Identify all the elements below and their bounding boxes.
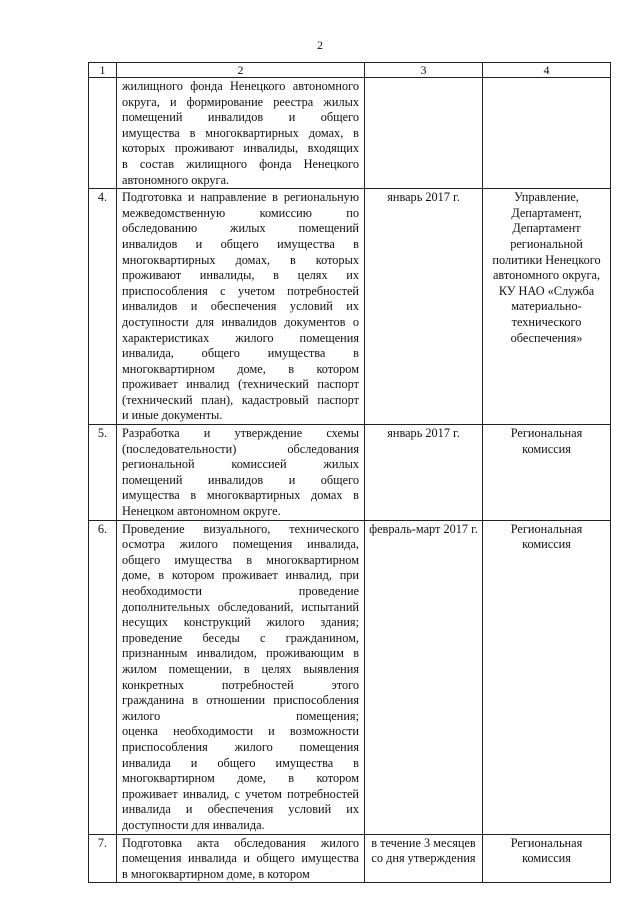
description-line: приспособления с учетом потребностей bbox=[122, 283, 359, 298]
task-responsible: Региональная комиссия bbox=[483, 425, 611, 521]
table-row bbox=[89, 520, 611, 834]
description-line: многоквартирных домах, в которых bbox=[122, 252, 359, 267]
task-description bbox=[117, 189, 365, 425]
page-number: 2 bbox=[317, 38, 323, 52]
description-line: дополнительных обследований, испытаний bbox=[122, 599, 359, 614]
description-line: оценка необходимости и возможности bbox=[122, 724, 359, 739]
table-row bbox=[89, 78, 611, 189]
description-line: которых проживают инвалиды, входящих bbox=[122, 141, 359, 156]
task-responsible bbox=[483, 78, 611, 189]
table-header-row bbox=[89, 63, 611, 78]
description-line: инвалида, общего имущества в bbox=[122, 346, 359, 361]
description-line: помещений инвалидов и общего bbox=[122, 472, 359, 487]
table-row bbox=[89, 834, 611, 883]
description-line: имущества в многоквартирных домах в bbox=[122, 488, 359, 503]
column-header: 1 bbox=[89, 63, 117, 78]
task-description bbox=[117, 520, 365, 834]
description-line: многоквартирном доме, в котором bbox=[122, 361, 359, 376]
description-line: в многоквартирном доме, в котором bbox=[122, 866, 310, 881]
description-line: гражданина в отношении приспособления bbox=[122, 693, 359, 708]
description-line: многоквартирном доме, в котором bbox=[122, 771, 359, 786]
description-line: обследованию жилых помещений bbox=[122, 221, 359, 236]
description-line: общего имущества в многоквартирном bbox=[122, 552, 359, 567]
description-line: необходимости проведение bbox=[122, 584, 359, 598]
task-description bbox=[117, 834, 365, 883]
description-line: жилищного фонда Ненецкого автономного bbox=[122, 79, 359, 93]
description-line: инвалида и обеспечения условий их bbox=[122, 802, 359, 817]
description-line: Подготовка акта обследования жилого bbox=[122, 835, 359, 850]
description-line: имущества в многоквартирных домах, в bbox=[122, 125, 359, 140]
description-line: Разработка и утверждение схемы bbox=[122, 426, 359, 441]
description-line: доступности для инвалида. bbox=[122, 817, 265, 832]
description-line: проведение беседы с гражданином, bbox=[122, 630, 359, 645]
description-line: признанным инвалидом, проживающим в bbox=[122, 646, 359, 661]
description-line: инвалидов и обеспечения условий их bbox=[122, 299, 359, 314]
description-line: автономного округа. bbox=[122, 172, 230, 187]
row-number: 4. bbox=[89, 189, 117, 425]
task-description bbox=[117, 78, 365, 189]
description-line: характеристиках жилого помещения bbox=[122, 330, 359, 345]
task-deadline: январь 2017 г. bbox=[365, 425, 483, 521]
column-header: 4 bbox=[483, 63, 611, 78]
task-deadline: февраль-март 2017 г. bbox=[365, 520, 483, 834]
task-description bbox=[117, 425, 365, 521]
description-line: Проведение визуального, технического bbox=[122, 521, 359, 536]
description-line: помещений инвалидов и общего bbox=[122, 110, 359, 125]
row-number: 5. bbox=[89, 425, 117, 521]
task-deadline: в течение 3 месяцев со дня утверждения bbox=[365, 834, 483, 883]
task-responsible: Управление, Департамент, Департамент региональной политики Ненецкого автономного округа, КУ НАО «Служба материально-технического обеспечения» bbox=[483, 189, 611, 425]
description-line: доме, в котором проживает инвалид, при bbox=[122, 568, 359, 583]
row-number bbox=[89, 78, 117, 189]
description-line: доступности для инвалидов документов о bbox=[122, 314, 359, 329]
description-line: помещения инвалида и общего имущества bbox=[122, 851, 359, 866]
description-line: Ненецком автономном округе. bbox=[122, 504, 281, 519]
description-line: Подготовка и направление в региональную bbox=[122, 190, 359, 205]
description-line: жилом помещении, в целях выявления bbox=[122, 661, 359, 676]
table-row bbox=[89, 425, 611, 521]
column-header: 2 bbox=[117, 63, 365, 78]
description-line: региональной комиссией жилых bbox=[122, 457, 359, 472]
task-responsible: Региональная комиссия bbox=[483, 834, 611, 883]
description-line: проживает инвалид, с учетом потребностей bbox=[122, 786, 359, 801]
task-responsible: Региональная комиссия bbox=[483, 520, 611, 834]
description-line: жилого помещения; bbox=[122, 708, 359, 723]
description-line: проживает инвалид (технический паспорт bbox=[122, 377, 359, 392]
table-row bbox=[89, 189, 611, 425]
plan-table bbox=[88, 62, 611, 883]
description-line: в состав жилищного фонда Ненецкого bbox=[122, 156, 359, 171]
description-line: межведомственную комиссию по bbox=[122, 205, 359, 220]
row-number: 6. bbox=[89, 520, 117, 834]
description-line: осмотра жилого помещения инвалида, bbox=[122, 537, 359, 552]
description-line: округа, и формирование реестра жилых bbox=[122, 94, 359, 109]
description-line: (последовательности) обследования bbox=[122, 441, 359, 456]
task-deadline bbox=[365, 78, 483, 189]
description-line: инвалидов и общего имущества в bbox=[122, 236, 359, 251]
task-deadline: январь 2017 г. bbox=[365, 189, 483, 425]
description-line: (технический план), кадастровый паспорт bbox=[122, 392, 359, 407]
description-line: инвалида и общего имущества в bbox=[122, 755, 359, 770]
description-line: и иные документы. bbox=[122, 408, 223, 423]
column-header: 3 bbox=[365, 63, 483, 78]
description-line: приспособления жилого помещения bbox=[122, 739, 359, 754]
description-line: конкретных потребностей этого bbox=[122, 677, 359, 692]
description-line: несущих конструкций жилого здания; bbox=[122, 615, 359, 630]
row-number: 7. bbox=[89, 834, 117, 883]
description-line: проживают инвалиды, в целях их bbox=[122, 268, 359, 283]
